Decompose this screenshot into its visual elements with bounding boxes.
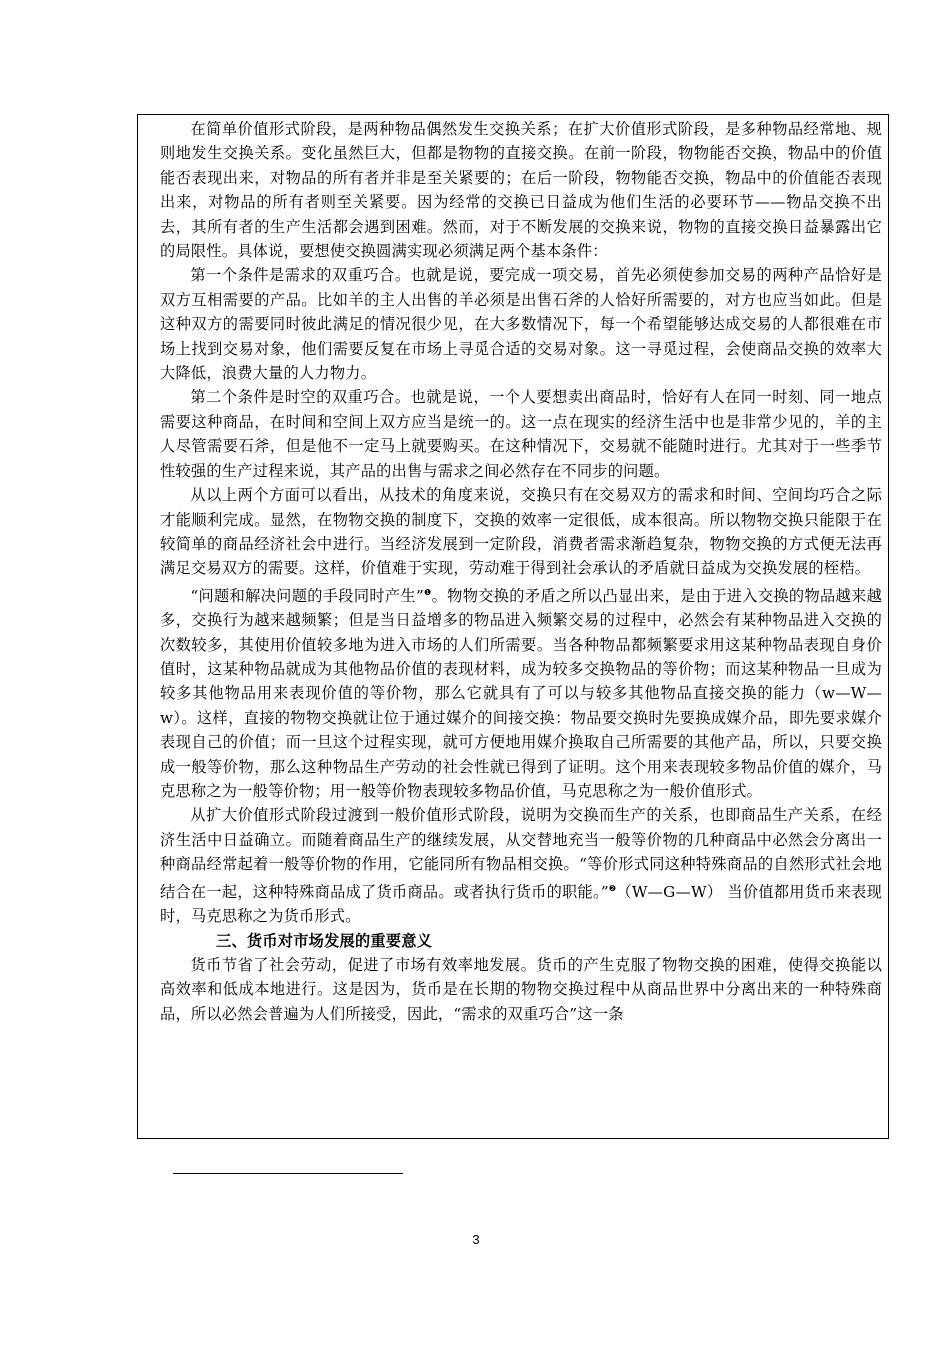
paragraph-tail: （W—G—W） 当价值都用货币来表现时，马克思称之为货币形式。 <box>160 882 883 926</box>
page-number: 3 <box>472 1232 480 1247</box>
paragraph-text: 从扩大价值形式阶段过渡到一般价值形式阶段，说明为交换而生产的关系，也即商品生产关系，在经济生活中日益确立。而随着商品生产的继续发展，从交替地充当一般等价物的几种商品中必然会分离出一种商品经常起着一般等价物的作用，它能同所有物品相交换。“等价形式同这种特殊商品的自然形式社会地结合在一起，这种特殊商品成了货币商品。或者执行货币的职能。” <box>160 806 882 901</box>
paragraph: 第一个条件是需求的双重巧合。也就是说，要完成一项交易，首先必须使参加交易的两种产品恰好是双方互相需要的产品。比如羊的主人出售的羊必须是出售石斧的人恰好所需要的，对方也应当如此。但是这种双方的需要同时彼此满足的情况很少见，在大多数情况下，每一个希望能够达成交易的人都很难在市场上找到交易对象，他们需要反复在市场上寻觅合适的交易对象。这一寻觅过程，会使商品交换的效率大大降低，浪费大量的人力物力。 <box>160 266 882 383</box>
footnote-marker-2[interactable]: ❷ <box>608 883 617 893</box>
section-heading: 三、货币对市场发展的重要意义 <box>216 931 433 950</box>
paragraph-text: 。物物交换的矛盾之所以凸显出来，是由于进入交换的物品越来越多，交换行为越来越频繁；但是当日益增多的物品进入频繁交易的过程中，必然会有某种物品进入交换的次数较多，其使用价值较多地为进入市场的人们所需要。当各种物品都频繁要求用这某种物品表现自身价值时，这某种物品就成为其他物品价值的表现材料，成为较多交换物品的等价物；而这某种物品一旦成为较多其他物品用来表现价值的等价物，那么它就具有了可以与较多其他物品直接交换的能力（w—W—w）。这样，直接的物物交换就让位于通过媒介的间接交换：物品要交换时先要换成媒介品，即先要求媒介表现自己的价值；而一旦这个过程实现，就可方便地用媒介换取自己所需要的其他产品，所以，只要交换成一般等价物，那么这种物品生产劳动的社会性就已得到了证明。这个用来表现较多物品价值的媒介，马克思称之为一般等价物；用一般等价物表现较多物品价值，马克思称之为一般价值形式。 <box>160 586 883 801</box>
document-body <box>160 117 882 1026</box>
footnote-marker-1[interactable]: ❶ <box>424 587 432 597</box>
paragraph: 在简单价值形式阶段，是两种物品偶然发生交换关系；在扩大价值形式阶段，是多种物品经常地、规则地发生交换关系。变化虽然巨大，但都是物物的直接交换。在前一阶段，物物能否交换，物品中的价值能否表现出来，对物品的所有者并非是至关紧要的；在后一阶段，物物能否交换，物品中的价值能否表现出来，对物品的所有者则至关紧要。因为经常的交换已日益成为他们生活的必要环节——物品交换不出去，其所有者的生产生活都会遇到困难。然而，对于不断发展的交换来说，物物的直接交换日益暴露出它的局限性。具体说，要想使交换圆满实现必须满足两个基本条件： <box>160 120 882 261</box>
footnote-separator <box>173 1173 403 1174</box>
paragraph: 从以上两个方面可以看出，从技术的角度来说，交换只有在交易双方的需求和时间、空间均巧合之际才能顺利完成。显然，在物物交换的制度下，交换的效率一定很低，成本很高。所以物物交换只能限于在较简单的商品经济社会中进行。当经济发展到一定阶段，消费者需求渐趋复杂，物物交换的方式便无法再满足交易双方的需要。这样，价值难于实现，劳动难于得到社会承认的矛盾就日益成为交换发展的桎梏。 <box>160 486 882 578</box>
paragraph-with-quote <box>160 581 882 804</box>
paragraph-money-form <box>160 803 882 928</box>
paragraph: 货币节省了社会劳动，促进了市场有效率地发展。货币的产生克服了物物交换的困难，使得交换能以高效率和低成本地进行。这是因为，货币是在长期的物物交换过程中从商品世界中分离出来的一种特殊商品，所以必然会普遍为人们所接受，因此，“需求的双重巧合”这一条 <box>160 955 882 1023</box>
quote-text: “问题和解决问题的手段同时产生” <box>190 586 424 605</box>
paragraph: 第二个条件是时空的双重巧合。也就是说，一个人要想卖出商品时，恰好有人在同一时刻、同一地点需要这种商品，在时间和空间上双方应当是统一的。这一点在现实的经济生活中也是非常少见的，羊的主人尽管需要石斧，但是他不一定马上就要购买。在这种情况下，交易就不能随时进行。尤其对于一些季节性较强的生产过程来说，其产品的出售与需求之间必然存在不同步的问题。 <box>160 388 882 480</box>
